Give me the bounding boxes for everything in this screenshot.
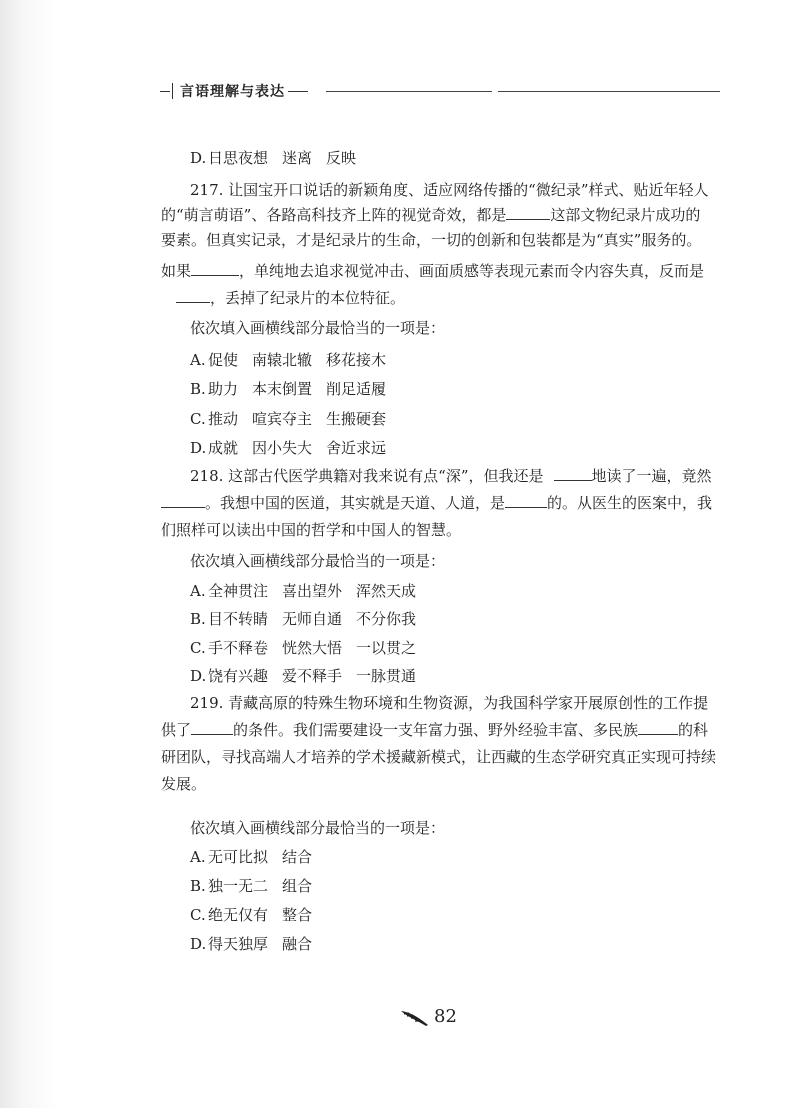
- option-letter: C.: [190, 410, 206, 428]
- option-word: 助力: [208, 380, 239, 398]
- question-text: [176, 288, 405, 308]
- option-word: 全神贯注: [208, 582, 269, 600]
- question-text: 219. 青藏高原的特殊生物环境和生物资源，为我国科学家开展原创性的工作提: [190, 694, 709, 712]
- question-text: [161, 493, 712, 513]
- option-letter: D.: [190, 935, 207, 953]
- question-prompt: 依次填入画横线部分最恰当的一项是：: [190, 552, 446, 570]
- option-letter: D.: [190, 439, 207, 457]
- question-fragment: 的科: [678, 721, 709, 739]
- option-word: 无师自通: [282, 610, 343, 628]
- option-word: 目不转睛: [208, 610, 269, 628]
- option-letter: C.: [190, 906, 206, 924]
- feather-icon: [400, 1009, 430, 1027]
- question-text: 要素。但真实记录，才是纪录片的生命，一切的创新和包装都是为“真实”服务的。: [161, 231, 702, 249]
- option-row: [190, 934, 312, 954]
- option-letter: A.: [190, 582, 206, 600]
- header-title: 言语理解与表达: [180, 84, 285, 100]
- option-word: 绝无仅有: [208, 906, 269, 924]
- question-text: [161, 720, 708, 740]
- header-rule: [498, 91, 720, 92]
- option-word: 促使: [208, 351, 239, 369]
- option-row: [190, 438, 386, 458]
- option-word: 反映: [326, 149, 357, 167]
- question-text: 217. 让国宝开口说话的新颖角度、适应网络传播的“微纪录”样式、贴近年轻人: [190, 181, 709, 199]
- option-word: 爱不释手: [282, 667, 343, 685]
- option-word: 手不释卷: [208, 639, 269, 657]
- option-word: 生搬硬套: [326, 410, 387, 428]
- question-fragment: 如果: [161, 262, 192, 280]
- option-word: 一以贯之: [356, 639, 417, 657]
- option-word: 饶有兴趣: [208, 667, 269, 685]
- question-prompt: 依次填入画横线部分最恰当的一项是：: [190, 819, 446, 837]
- option-letter: A.: [190, 848, 206, 866]
- option-letter: A.: [190, 351, 206, 369]
- option-word: 舍近求远: [326, 439, 387, 457]
- question-text: [161, 261, 704, 281]
- page-gutter-shadow: [0, 0, 56, 1108]
- answer-blank: [161, 493, 205, 508]
- question-fragment: 这部文物纪录片成功的: [550, 206, 701, 224]
- answer-blank: [554, 466, 592, 481]
- option-word: 得天独厚: [208, 935, 269, 953]
- option-row: [190, 379, 386, 399]
- option-letter: B.: [190, 380, 206, 398]
- page-number: 82: [434, 1006, 457, 1027]
- answer-blank: [176, 288, 210, 303]
- option-row: [190, 409, 386, 429]
- header-rule: [326, 91, 492, 92]
- header-tick: [172, 83, 173, 99]
- question-fragment: 218. 这部古代医学典籍对我来说有点“深”，但我还是: [190, 467, 544, 485]
- option-word: 融合: [282, 935, 313, 953]
- option-row: [190, 609, 416, 629]
- option-word: 组合: [282, 877, 313, 895]
- header-rule: [288, 91, 308, 92]
- question-prompt: 依次填入画横线部分最恰当的一项是：: [190, 319, 446, 337]
- option-word: 成就: [208, 439, 239, 457]
- option-word: 迷离: [282, 149, 313, 167]
- page-footer: [400, 1003, 480, 1033]
- option-word: 南辕北辙: [252, 351, 313, 369]
- option-word: 整合: [282, 906, 313, 924]
- option-word: 独一无二: [208, 877, 269, 895]
- question-fragment: ，丢掉了纪录片的本位特征。: [210, 289, 406, 307]
- option-word: 恍然大悟: [282, 639, 343, 657]
- question-fragment: 的“萌言萌语”、各路高科技齐上阵的视觉奇效，都是: [161, 206, 507, 224]
- option-word: 推动: [208, 410, 239, 428]
- option-letter: B.: [190, 610, 206, 628]
- option-word: 移花接木: [326, 351, 387, 369]
- answer-blank: [505, 493, 547, 508]
- option-word: 一脉贯通: [356, 667, 417, 685]
- question-text: 发展。: [161, 775, 207, 793]
- option-word: 本末倒置: [252, 380, 313, 398]
- option-letter: D.: [190, 149, 207, 167]
- option-row: [190, 905, 312, 925]
- option-row: [190, 350, 386, 370]
- option-row: [190, 666, 416, 686]
- answer-blank: [638, 720, 678, 735]
- question-text: 研团队，寻找高端人才培养的学术援藏新模式，让西藏的生态学研究真正实现可持续: [161, 748, 717, 766]
- question-fragment: 的。从医生的医案中，我: [547, 494, 713, 512]
- option-word: 喧宾夺主: [252, 410, 313, 428]
- question-fragment: ，单纯地去追求视觉冲击、画面质感等表现元素而令内容失真，反而是: [239, 262, 705, 280]
- answer-blank: [191, 720, 233, 735]
- question-text: 们照样可以读出中国的哲学和中国人的智慧。: [161, 521, 462, 539]
- option-word: 喜出望外: [282, 582, 343, 600]
- question-text: [161, 205, 700, 225]
- option-row: [190, 581, 416, 601]
- option-letter: C.: [190, 639, 206, 657]
- question-text: [190, 466, 712, 486]
- running-header: [160, 80, 720, 104]
- option-word: 无可比拟: [208, 848, 269, 866]
- option-row: [190, 847, 312, 867]
- answer-blank: [506, 205, 550, 220]
- question-fragment: 供了: [161, 721, 192, 739]
- option-word: 因小失大: [252, 439, 313, 457]
- option-word: 不分你我: [356, 610, 417, 628]
- option-word: 浑然天成: [356, 582, 417, 600]
- option-letter: D.: [190, 667, 207, 685]
- option-word: 结合: [282, 848, 313, 866]
- option-word: 日思夜想: [208, 149, 269, 167]
- answer-blank: [191, 261, 239, 276]
- option-row: [190, 876, 312, 896]
- option-letter: B.: [190, 877, 206, 895]
- option-row: [190, 638, 416, 658]
- question-fragment: 地读了一遍，竟然: [591, 467, 712, 485]
- option-word: 削足适履: [326, 380, 387, 398]
- option-row: [190, 148, 356, 168]
- question-fragment: 。我想中国的医道，其实就是天道、人道，是: [205, 494, 506, 512]
- question-fragment: 的条件。我们需要建设一支年富力强、野外经验丰富、多民族: [233, 721, 639, 739]
- header-rule-left: [160, 91, 170, 92]
